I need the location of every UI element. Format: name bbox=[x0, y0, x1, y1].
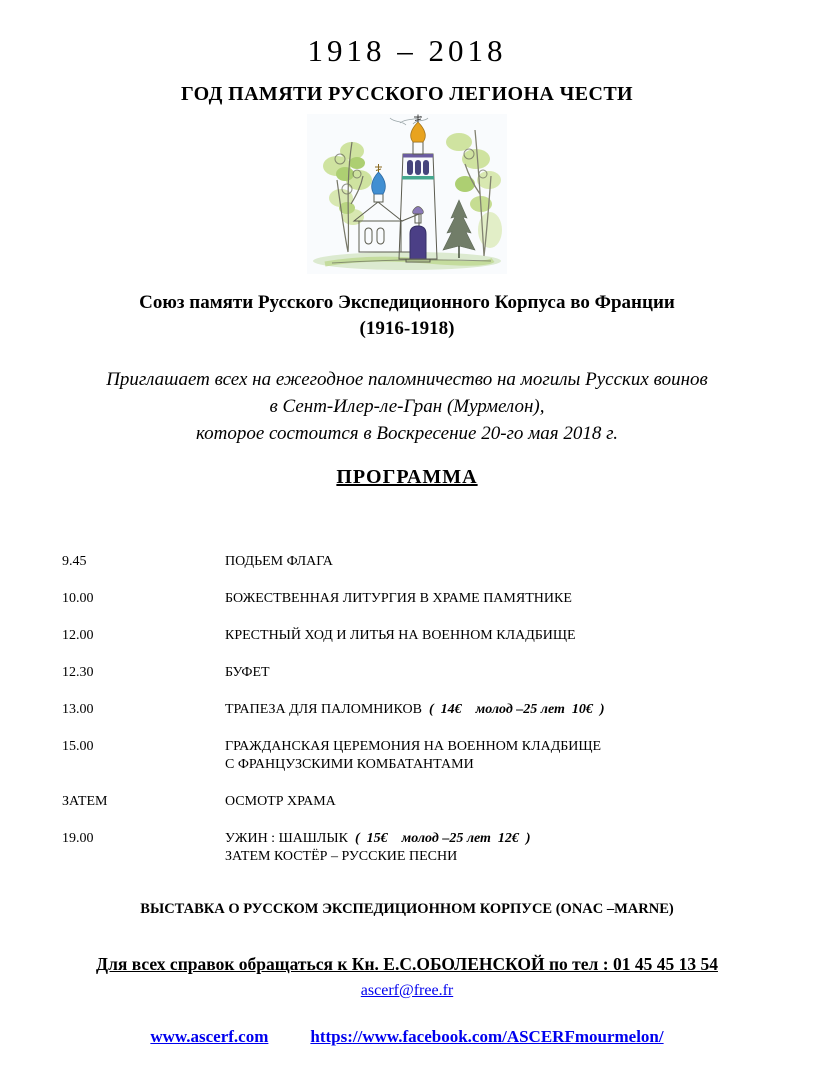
contact-info: Для всех справок обращаться к Кн. Е.С.ОБОЛЕНСКОЙ по тел : 01 45 45 13 54 bbox=[96, 954, 718, 974]
price-note: ( 15€ молод –25 лет 12€ ) bbox=[347, 831, 531, 846]
exhibition-note: ВЫСТАВКА О РУССКОМ ЭКСПЕДИЦИОННОМ КОРПУСЕ (ONAC –MARNE) bbox=[140, 901, 674, 917]
program-schedule bbox=[62, 553, 784, 885]
years-title: 1918 – 2018 bbox=[307, 33, 507, 68]
invitation-line2: в Сент-Илер-ле-Гран (Мурмелон), bbox=[269, 396, 545, 417]
schedule-time: 12.30 bbox=[62, 665, 94, 680]
church-watercolor-icon bbox=[307, 114, 507, 274]
schedule-activity bbox=[225, 793, 336, 811]
schedule-activity bbox=[225, 627, 576, 645]
union-title bbox=[0, 290, 814, 342]
facebook-link[interactable]: https://www.facebook.com/ASCERFmourmelon/ bbox=[310, 1027, 664, 1046]
schedule-time: 15.00 bbox=[62, 739, 94, 754]
website-link[interactable]: www.ascerf.com bbox=[150, 1027, 269, 1046]
activity-text: УЖИН : ШАШЛЫК bbox=[225, 831, 348, 846]
activity-text: БОЖЕСТВЕННАЯ ЛИТУРГИЯ В ХРАМЕ ПАМЯТНИКЕ bbox=[225, 591, 572, 606]
schedule-row-dinner bbox=[62, 830, 784, 866]
activity-text: ПОДЬЕМ ФЛАГА bbox=[225, 554, 333, 569]
price-note: ( 14€ молод –25 лет 10€ ) bbox=[421, 702, 605, 717]
email-link[interactable]: ascerf@free.fr bbox=[360, 982, 454, 999]
schedule-row-buffet bbox=[62, 664, 784, 682]
union-title-line1: Союз памяти Русского Экспедиционного Корпуса во Франции bbox=[139, 292, 675, 313]
schedule-activity bbox=[225, 590, 572, 608]
schedule-time: 9.45 bbox=[62, 554, 87, 569]
schedule-activity bbox=[225, 830, 531, 866]
schedule-activity bbox=[225, 738, 601, 774]
activity-text: ГРАЖДАНСКАЯ ЦЕРЕМОНИЯ НА ВОЕННОМ КЛАДБИЩЕ bbox=[225, 739, 602, 754]
schedule-activity bbox=[225, 553, 333, 571]
schedule-time: 12.00 bbox=[62, 628, 94, 643]
memorial-title: ГОД ПАМЯТИ РУССКОГО ЛЕГИОНА ЧЕСТИ bbox=[180, 83, 634, 105]
schedule-row-liturgy bbox=[62, 590, 784, 608]
activity-text: ОСМОТР ХРАМА bbox=[225, 794, 336, 809]
schedule-row-meal bbox=[62, 701, 784, 719]
activity-line2: С ФРАНЦУЗСКИМИ КОМБАТАНТАМИ bbox=[225, 757, 474, 772]
invitation-line1: Приглашает всех на ежегодное паломничество на могилы Русских воинов bbox=[106, 369, 708, 390]
schedule-row-flag bbox=[62, 553, 784, 571]
schedule-activity bbox=[225, 701, 605, 719]
activity-text: БУФЕТ bbox=[225, 665, 270, 680]
invitation-line3: которое состоится в Воскресение 20-го мая 2018 г. bbox=[195, 423, 619, 444]
activity-text: КРЕСТНЫЙ ХОД И ЛИТЬЯ НА ВОЕННОМ КЛАДБИЩЕ bbox=[225, 628, 576, 643]
schedule-time: 13.00 bbox=[62, 702, 94, 717]
activity-line2: ЗАТЕМ КОСТЁР – РУССКИЕ ПЕСНИ bbox=[225, 849, 458, 864]
contact-email-row bbox=[0, 982, 814, 1000]
schedule-time: 19.00 bbox=[62, 831, 94, 846]
footer-links bbox=[0, 1027, 814, 1047]
schedule-time: ЗАТЕМ bbox=[62, 794, 108, 809]
schedule-time: 10.00 bbox=[62, 591, 94, 606]
schedule-activity bbox=[225, 664, 270, 682]
invitation-text bbox=[0, 366, 814, 447]
church-illustration bbox=[307, 114, 507, 274]
schedule-row-procession bbox=[62, 627, 784, 645]
schedule-row-church-tour bbox=[62, 793, 784, 811]
program-heading: ПРОГРАММА bbox=[336, 466, 478, 488]
union-title-line2: (1916-1918) bbox=[359, 318, 455, 339]
schedule-row-ceremony bbox=[62, 738, 784, 774]
activity-text: ТРАПЕЗА ДЛЯ ПАЛОМНИКОВ bbox=[225, 702, 422, 717]
